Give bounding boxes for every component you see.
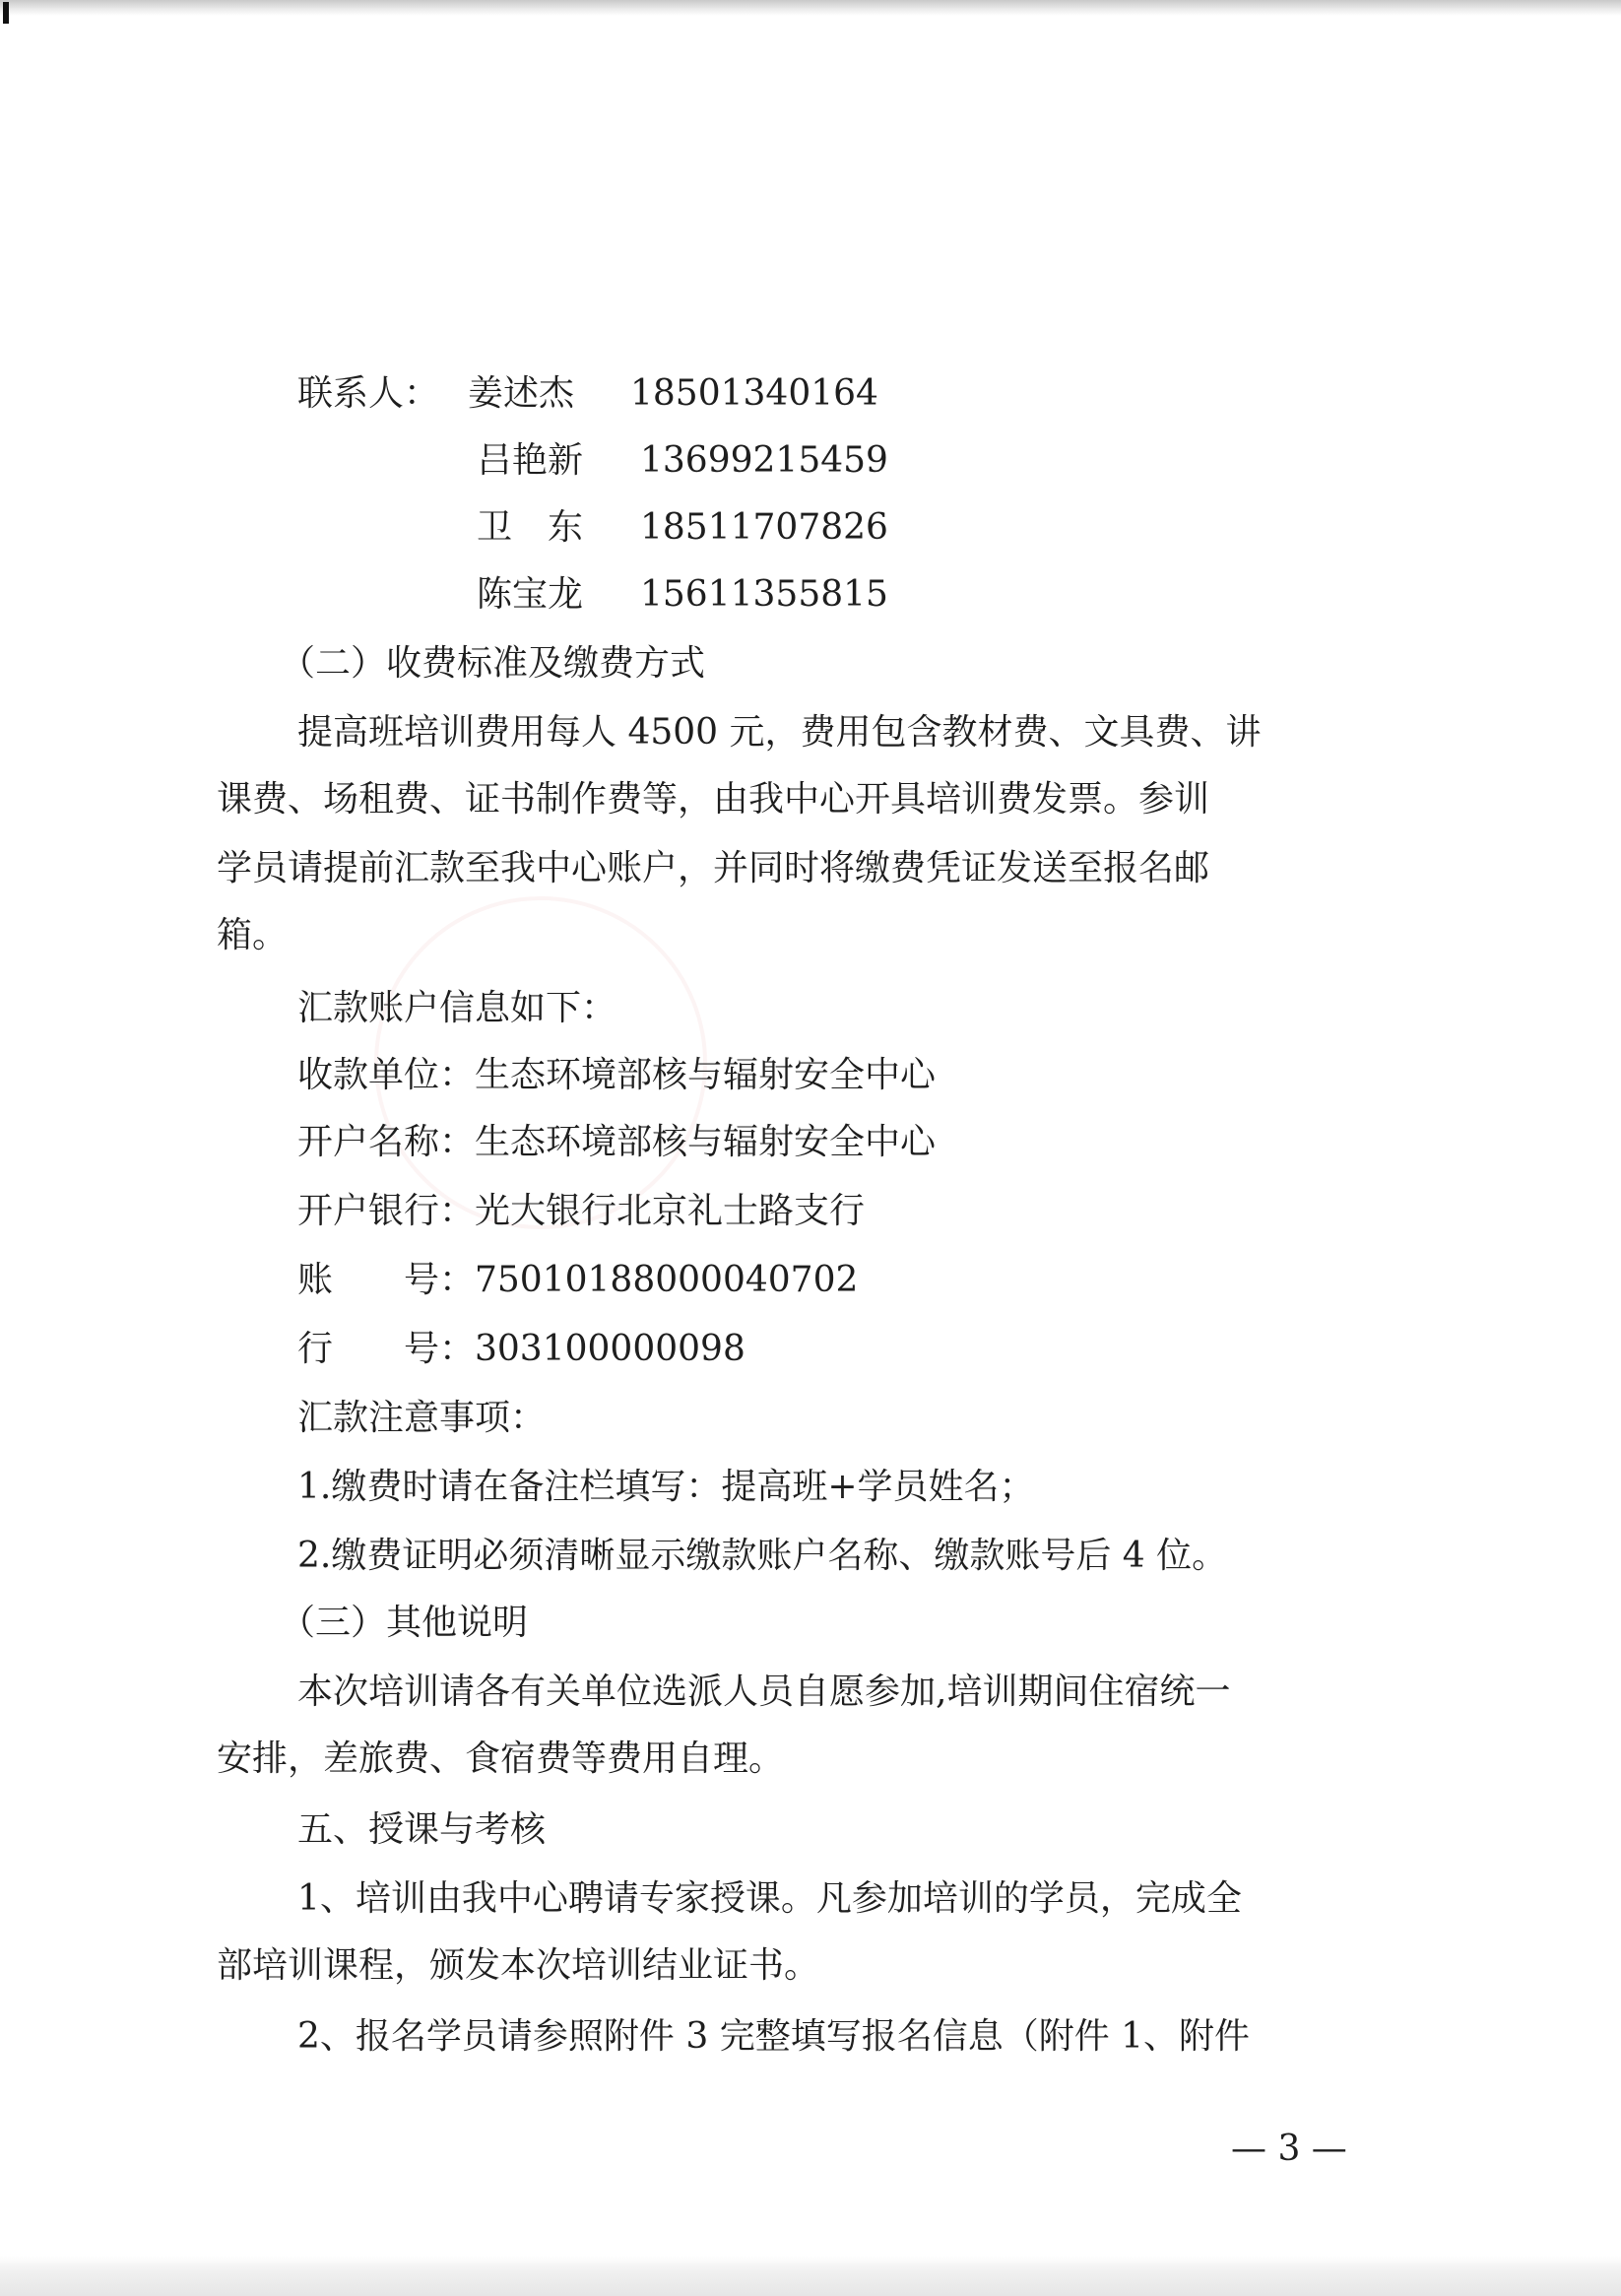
account-payee: 收款单位：生态环境部核与辐射安全中心 bbox=[297, 1055, 937, 1095]
scan-top-edge bbox=[0, 0, 1621, 16]
account-name: 开户名称：生态环境部核与辐射安全中心 bbox=[297, 1122, 937, 1162]
contact-name: 卫 东 bbox=[477, 507, 584, 548]
fees-paragraph-line: 提高班培训费用每人 4500 元，费用包含教材费、文具费、讲 bbox=[297, 712, 1262, 753]
account-number: 账 号：75010188000040702 bbox=[297, 1260, 859, 1300]
contact-name: 吕艳新 bbox=[477, 440, 584, 481]
contact-phone: 18511707826 bbox=[640, 507, 888, 548]
contact-phone: 13699215459 bbox=[640, 440, 888, 481]
scan-registration-mark bbox=[3, 2, 9, 24]
contact-name: 姜述杰 bbox=[468, 373, 575, 414]
fees-paragraph-line: 箱。 bbox=[217, 915, 289, 955]
page-number: — 3 — bbox=[1231, 2129, 1347, 2169]
section5-item-line: 1、培训由我中心聘请专家授课。凡参加培训的学员，完成全 bbox=[297, 1878, 1242, 1919]
section5-item-line: 部培训课程，颁发本次培训结业证书。 bbox=[217, 1945, 820, 1986]
note-item: 1.缴费时请在备注栏填写：提高班+学员姓名； bbox=[297, 1467, 1035, 1507]
scan-bottom-edge bbox=[0, 2256, 1621, 2296]
fees-paragraph-line: 课费、场租费、证书制作费等，由我中心开具培训费发票。参训 bbox=[217, 779, 1210, 820]
other-paragraph-line: 安排，差旅费、食宿费等费用自理。 bbox=[217, 1738, 785, 1779]
other-paragraph-line: 本次培训请各有关单位选派人员自愿参加,培训期间住宿统一 bbox=[297, 1672, 1231, 1712]
other-heading: （三）其他说明 bbox=[280, 1603, 529, 1643]
contact-phone: 18501340164 bbox=[630, 373, 878, 414]
bank-code: 行 号：303100000098 bbox=[297, 1329, 746, 1369]
fees-heading: （二）收费标准及缴费方式 bbox=[280, 643, 706, 684]
notes-title: 汇款注意事项： bbox=[297, 1398, 547, 1438]
section5-item-line: 2、报名学员请参照附件 3 完整填写报名信息（附件 1、附件 bbox=[297, 2016, 1251, 2057]
section5-heading: 五、授课与考核 bbox=[297, 1809, 547, 1850]
note-item: 2.缴费证明必须清晰显示缴款账户名称、缴款账号后 4 位。 bbox=[297, 1536, 1228, 1576]
contact-name: 陈宝龙 bbox=[477, 574, 584, 615]
account-bank: 开户银行：光大银行北京礼士路支行 bbox=[297, 1191, 866, 1231]
contacts-label: 联系人： bbox=[297, 373, 440, 414]
account-intro: 汇款账户信息如下： bbox=[297, 988, 617, 1028]
contact-phone: 15611355815 bbox=[640, 574, 888, 615]
fees-paragraph-line: 学员请提前汇款至我中心账户，并同时将缴费凭证发送至报名邮 bbox=[217, 848, 1210, 888]
